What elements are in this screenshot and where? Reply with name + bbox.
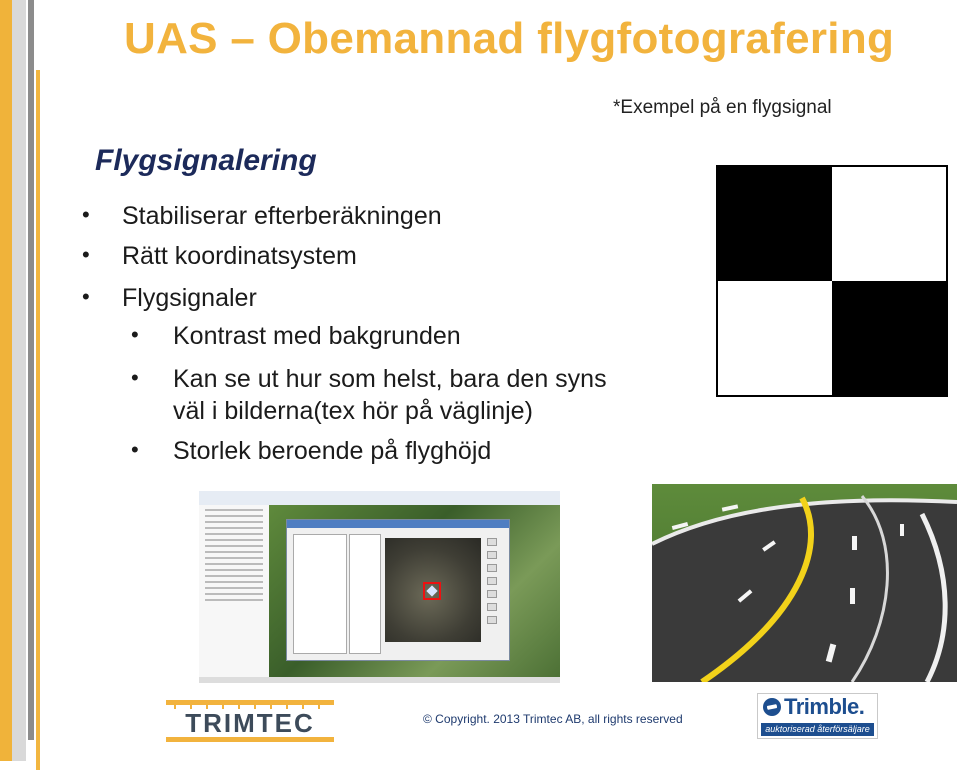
- section-heading: Flygsignalering: [95, 144, 317, 177]
- bullet-item: [82, 242, 357, 271]
- bullet-text: Flygsignaler: [122, 284, 257, 312]
- screenshot-dialog-buttons: [487, 538, 499, 642]
- target-square-white: [718, 281, 832, 395]
- bullet-item: [82, 202, 442, 231]
- bullet-icon: •: [82, 284, 90, 309]
- trimble-reseller-tag: auktoriserad återförsäljare: [761, 723, 874, 736]
- trimtec-wordmark: TRIMTEC: [185, 708, 315, 738]
- sub-bullet-continuation: [173, 397, 533, 426]
- ground-control-marker-icon: [423, 582, 441, 600]
- screenshot-point-list: [293, 534, 347, 654]
- trimtec-logo: [166, 700, 334, 742]
- screenshot-side-panel: [199, 505, 270, 683]
- target-square-black: [832, 281, 946, 395]
- bullet-text: Stabiliserar efterberäkningen: [122, 202, 442, 230]
- bullet-text: Rätt koordinatsystem: [122, 242, 357, 270]
- sub-bullet-item: [131, 322, 461, 351]
- decorative-bar-yellow: [0, 0, 12, 761]
- bullet-item: [82, 284, 257, 313]
- bullet-icon: •: [131, 322, 139, 347]
- screenshot-image-list: [349, 534, 381, 654]
- bullet-icon: •: [131, 437, 139, 462]
- screenshot-dialog: [286, 519, 510, 661]
- sub-bullet-item: [131, 365, 607, 394]
- bullet-icon: •: [131, 365, 139, 390]
- trimble-wordmark: Trimble.: [784, 694, 865, 719]
- sub-bullet-text: väl i bilderna(tex hör på väglinje): [173, 397, 533, 425]
- example-note: *Exempel på en flygsignal: [613, 97, 832, 118]
- sub-bullet-item: [131, 437, 492, 466]
- target-square-black: [718, 167, 832, 281]
- decorative-bar-dark: [28, 0, 34, 740]
- target-square-white: [832, 167, 946, 281]
- decorative-bar-gray: [12, 0, 26, 761]
- bullet-icon: •: [82, 242, 90, 267]
- software-screenshot: [199, 491, 560, 683]
- screenshot-status-bar: [199, 677, 560, 683]
- sub-bullet-text: Kan se ut hur som helst, bara den syns: [173, 365, 607, 393]
- trimble-globe-icon: [763, 698, 781, 716]
- sub-bullet-text: Storlek beroende på flyghöjd: [173, 437, 492, 465]
- screenshot-aerial-photo: [385, 538, 481, 642]
- decorative-bar-accent: [36, 70, 40, 770]
- trimble-logo: [757, 693, 878, 739]
- bullet-icon: •: [82, 202, 90, 227]
- sub-bullet-text: Kontrast med bakgrunden: [173, 322, 461, 350]
- copyright-text: © Copyright. 2013 Trimtec AB, all rights reserved: [423, 712, 683, 726]
- screenshot-toolbar: [199, 491, 560, 506]
- checkerboard-target-icon: [716, 165, 948, 397]
- road-photo: [652, 484, 957, 682]
- slide-title: UAS – Obemannad flygfotografering: [124, 14, 895, 63]
